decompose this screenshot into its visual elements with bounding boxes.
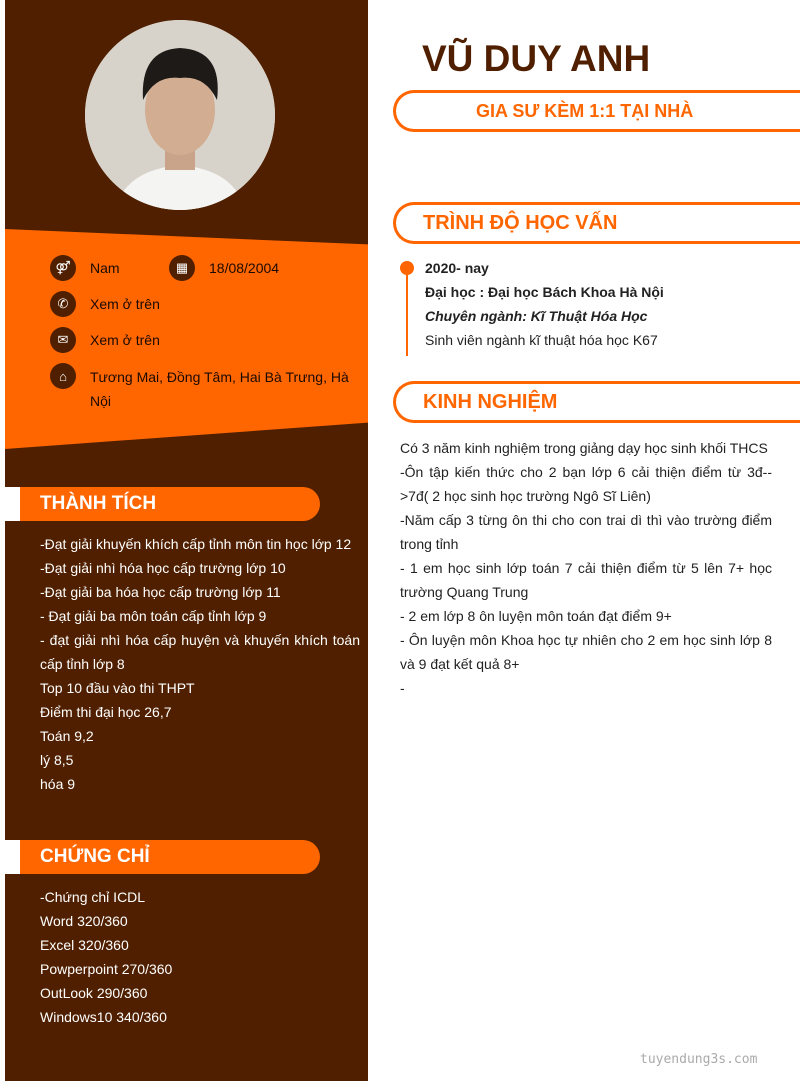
list-item: - 1 em học sinh lớp toán 7 cải thiện điểm từ 5 lên 7+ học trường Quang Trung	[400, 560, 772, 600]
education-school: Đại học : Đại học Bách Khoa Hà Nội	[425, 284, 664, 300]
experience-heading: KINH NGHIỆM	[393, 381, 800, 423]
list-item: hóa 9	[40, 776, 76, 792]
list-item: Có 3 năm kinh nghiệm trong giảng dạy học sinh khối THCS	[400, 440, 768, 456]
list-item: OutLook 290/360	[40, 985, 148, 1001]
home-icon: ⌂	[50, 363, 76, 389]
list-item: -Chứng chỉ ICDL	[40, 889, 146, 905]
list-item: -	[400, 680, 405, 696]
list-item: - Ôn luyện môn Khoa học tự nhiên cho 2 em học sinh lớp 8 và 9 đạt kết quả 8+	[400, 632, 772, 672]
education-desc: Sinh viên ngành kĩ thuật hóa học K67	[425, 332, 658, 348]
email-icon: ✉	[50, 327, 76, 353]
achievements-list	[40, 532, 360, 796]
birthday: 18/08/2004	[209, 260, 280, 276]
certificates-list	[40, 885, 360, 1029]
list-item: Word 320/360	[40, 913, 128, 929]
heading-accent	[5, 840, 20, 874]
candidate-name: VŨ DUY ANH	[422, 38, 651, 79]
email: Xem ở trên	[90, 332, 160, 348]
education-heading: TRÌNH ĐỘ HỌC VẤN	[393, 202, 800, 244]
watermark: tuyendung3s.com	[640, 1052, 758, 1067]
list-item: -Năm cấp 3 từng ôn thi cho con trai dì thì vào trường điểm trong tỉnh	[400, 512, 772, 552]
list-item: -Ôn tập kiến thức cho 2 bạn lớp 6 cải thiện điểm từ 3đ-->7đ( 2 học sinh học trường Ngô Sĩ Liên)	[400, 464, 772, 504]
certificates-heading: CHỨNG CHỈ	[20, 840, 320, 874]
education-period: 2020- nay	[425, 260, 489, 276]
list-item: -Đạt giải ba hóa học cấp trường lớp 11	[40, 584, 281, 600]
gender-icon: ⚤	[50, 255, 76, 281]
experience-list	[400, 436, 772, 700]
list-item: -Đạt giải khuyến khích cấp tỉnh môn tin học lớp 12	[40, 536, 352, 552]
education-major: Chuyên ngành: Kĩ Thuật Hóa Học	[425, 308, 648, 324]
list-item: Toán 9,2	[40, 728, 94, 744]
list-item: Windows10 340/360	[40, 1009, 167, 1025]
list-item: - Đạt giải ba môn toán cấp tỉnh lớp 9	[40, 608, 267, 624]
timeline-line	[406, 270, 408, 356]
list-item: Excel 320/360	[40, 937, 129, 953]
list-item: - đạt giải nhì hóa cấp huyện và khuyến khích toán cấp tỉnh lớp 8	[40, 632, 360, 672]
list-item: Powperpoint 270/360	[40, 961, 173, 977]
calendar-icon: ▦	[169, 255, 195, 281]
list-item: - 2 em lớp 8 ôn luyện môn toán đạt điểm 9+	[400, 608, 672, 624]
phone-icon: ✆	[50, 291, 76, 317]
list-item: -Đạt giải nhì hóa học cấp trường lớp 10	[40, 560, 286, 576]
gender: Nam	[90, 260, 120, 276]
heading-accent	[5, 487, 20, 521]
education-entry	[425, 256, 785, 352]
list-item: Top 10 đầu vào thi THPT	[40, 680, 195, 696]
job-title: GIA SƯ KÈM 1:1 TẠI NHÀ	[393, 90, 800, 132]
list-item: Điểm thi đại học 26,7	[40, 704, 172, 720]
address: Tương Mai, Đồng Tâm, Hai Bà Trưng, Hà Nội	[90, 369, 349, 409]
phone: Xem ở trên	[90, 296, 160, 312]
achievements-heading: THÀNH TÍCH	[20, 487, 320, 521]
list-item: lý 8,5	[40, 752, 74, 768]
profile-photo	[85, 20, 275, 210]
